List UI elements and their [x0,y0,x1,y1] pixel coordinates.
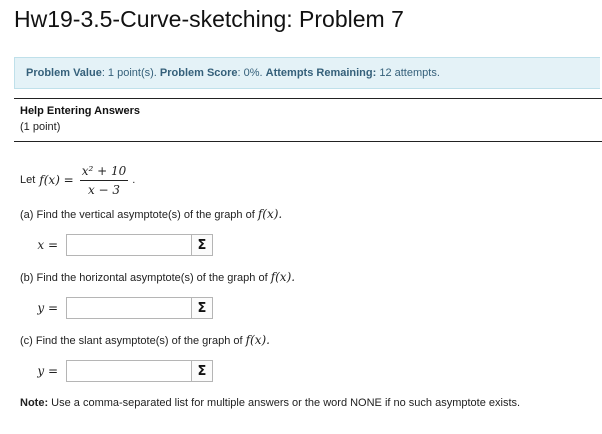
top-divider [14,98,602,99]
problem-value-label: Problem Value [26,67,102,79]
question-c [20,333,270,347]
note-label: Note: [20,397,49,409]
fraction-denominator: x − 3 [87,182,121,197]
question-a-text: (a) Find the vertical asymptote(s) of the graph of [20,209,255,221]
answer-c-input[interactable] [66,360,192,382]
answer-b-input[interactable] [66,297,192,319]
question-c-fx: f(x). [245,333,270,347]
question-c-text: (c) Find the slant asymptote(s) of the graph of [20,335,243,347]
question-a [20,207,282,221]
question-b-fx: f(x). [270,270,296,284]
period-text: . [132,174,136,186]
answer-row-b [20,296,213,320]
question-b-text: (b) Find the horizontal asymptote(s) of the graph of [20,272,268,284]
function-lhs: f(x) = [39,173,74,187]
fraction-numerator: x² + 10 [80,164,129,181]
answer-a-label: x = [37,238,58,252]
answer-c-label: y = [37,364,58,378]
equation-editor-button-c[interactable]: Σ [191,360,213,382]
note [20,397,520,409]
help-entering-answers-link[interactable]: Help Entering Answers [20,105,141,117]
page-title: Hw19-3.5-Curve-sketching: Problem 7 [14,6,404,32]
question-a-fx: f(x). [257,207,283,221]
equation-editor-button-b[interactable]: Σ [191,297,213,319]
problem-score-text: : 0%. [237,67,266,79]
attempts-remaining-label: Attempts Remaining: [265,67,377,79]
problem-info-bar [14,57,600,89]
answer-row-c [20,359,213,383]
problem-points: (1 point) [20,121,61,133]
note-text: Use a comma-separated list for multiple answers or the word NONE if no such asymptote exists. [48,397,521,409]
bottom-divider [14,141,602,142]
equation-editor-button-a[interactable]: Σ [191,234,213,256]
let-text: Let [20,174,36,186]
fraction [80,164,129,197]
problem-score-label: Problem Score [159,67,238,79]
problem-value-text: : 1 point(s). [101,67,160,79]
answer-a-input[interactable] [66,234,192,256]
answer-b-label: y = [37,301,58,315]
answer-row-a [20,233,213,257]
attempts-remaining-text: 12 attempts. [376,67,440,79]
question-b [20,270,295,284]
function-definition [20,162,135,198]
